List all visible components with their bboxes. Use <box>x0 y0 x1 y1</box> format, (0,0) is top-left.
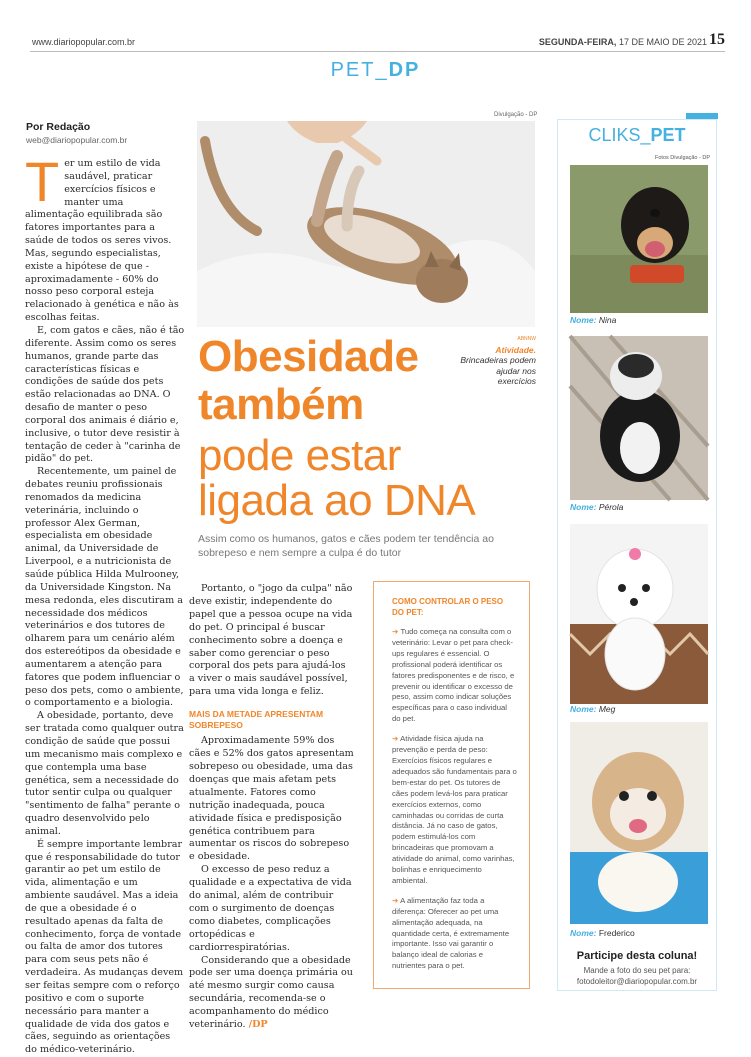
section-title: PET_DP <box>330 59 421 81</box>
tips-box <box>373 581 530 989</box>
paragraph-4: A obesidade, portanto, deve ser tratada como qualquer outra condição de saúde que possui um mecanismo mais complexo e que contempla uma base genética, sem a necessidade do tutor sentir culpa ou qualquer "sentimento de falha" perante o quadro desenvolvido pelo animal. <box>25 710 184 837</box>
drop-cap: T <box>25 150 60 213</box>
photo-caption: ABNNW Atividade. Brincadeiras podem ajudar nos exercícios <box>460 336 536 386</box>
cta-text: Mande a foto do seu pet para: fotodoleitor@diariopopular.com.br <box>557 965 717 987</box>
paragraph-2: E, com gatos e cães, não é tão diferente. Assim como os seres humanos, grande parte das características físicas e condições de saúde dos pets estão relacionadas ao DNA. O desafio de manter o peso corporal dos animais é diário e, inclusive, o tutor deve resistir à tentação de ceder à "carinha de pidão" do pet. <box>25 324 185 465</box>
pet-photo-meg <box>570 524 708 704</box>
tip-2: ➔ Atividade física ajuda na prevenção e perda de peso: Exercícios físicos regulares e adequados são fundamentais para o bem-estar do pet. Os tutores de cães podem levá-los para praticar exercícios externos, como caminhadas ou corridas de curta distância. Já no caso de gatos, podem estimulá-los com brincadeiras que promovam a atividade do animal, como varinhas, bolinhas e enriquecimento ambiental. <box>392 734 517 885</box>
arrow-icon: ➔ <box>392 627 399 636</box>
arrow-icon: ➔ <box>392 734 399 744</box>
author-email: web@diariopopular.com.br <box>26 135 128 145</box>
headline-deck: Assim como os humanos, gatos e cães podem ter tendência ao sobrepeso e nem sempre a culpa é do tutor <box>198 533 494 559</box>
dog-photo-illustration <box>570 336 708 500</box>
page-number: 15 <box>709 31 725 48</box>
arrow-icon: ➔ <box>392 895 399 905</box>
article-column-left <box>25 150 185 1057</box>
signature: /DP <box>248 1019 268 1031</box>
tip-3: ➔ A alimentação faz toda a diferença: Oferecer ao pet uma alimentação adequada, na quantidade certa, é extremamente importante. Isso vai garantir o balanço ideal de calorias e nutrientes para o pet. <box>392 895 510 971</box>
pet-name-perola: Nome: Pérola <box>570 502 624 512</box>
tips-title: COMO CONTROLAR O PESO DO PET: <box>392 597 504 617</box>
cat-photo-illustration <box>197 121 535 327</box>
paragraph-1: Ter um estilo de vida saudável, praticar exercícios físicos e manter uma alimentação equilibrada são fatores importantes para a saúde de todos os seres vivos. Mas, segundo especialistas, existe a hipótese de que - aproximadamente - 60% do nosso peso corporal esteja relacionado à genética e não às escolhas feitas. <box>25 150 179 324</box>
dog-photo-illustration <box>570 524 708 704</box>
cat-photo <box>197 121 535 327</box>
paragraph-9: Considerando que a obesidade pode ser uma doença primária ou até mesmo surgir como causa secundária, recomenda-se o acompanhamento do médico veterinário. /DP <box>189 954 353 1031</box>
paragraph-5: É sempre importante lembrar que é responsabilidade do tutor garantir ao pet um estilo de vida, alimentação e um ambiente saudável. Mas a ideia de que a obesidade é o resultado apenas da falta de conhecimento, força de vontade ou falta de amor dos tutores para com seus pets não é verdadeira. As mudanças devem ser feitas sempre com o reforço positivo e com o suporte necessário para manter a qualidade de vida dos gatos e cães, seguindo as orientações do médico-veterinário. <box>25 838 184 1056</box>
cliks-accent-bar <box>686 113 718 119</box>
pet-photo-perola <box>570 336 708 500</box>
issue-date: SEGUNDA-FEIRA, 17 DE MAIO DE 2021 <box>538 37 707 47</box>
dog-photo-illustration <box>570 165 708 313</box>
tip-1: ➔ Tudo começa na consulta com o veterinário: Levar o pet para check-ups regulares é essencial. O profissional poderá identificar os fatores predisponentes e de risco, e prevenir ou identificar o excesso de peso, assim como indicar soluções específicas para o caso individual do pet. <box>392 627 515 724</box>
site-url: www.diariopopular.com.br <box>32 37 136 47</box>
article-column-middle <box>189 583 354 1032</box>
cta-email: fotodoleitor@diariopopular.com.br <box>576 977 698 986</box>
pet-name-frederico: Nome: Frederico <box>570 928 635 938</box>
headline-light: pode estar ligada ao DNA <box>198 431 476 525</box>
cta-title: Participe desta coluna! <box>576 950 698 962</box>
pet-name-nina: Nome: Nina <box>570 315 617 325</box>
cliks-title: CLIKS_PET <box>588 125 686 145</box>
cliks-credit: Fotos Divulgação - DP <box>655 155 711 161</box>
headline-bold: Obesidade também <box>198 332 419 429</box>
paragraph-6: Portanto, o "jogo da culpa" não deve existir, independente do papel que a pessoa ocupe na vida do pet. O principal é buscar conhecimento sobre a doença e saber como gerenciar o peso corporal dos pets para ajudá-los a viver o mais saudável possível, para uma vida longa e feliz. <box>189 583 353 698</box>
paragraph-8: O excesso de peso reduz a qualidade e a expectativa de vida do animal, além de contribuir com o surgimento de doenças como diabetes, complicações ortopédicas e cardiorrespiratórias. <box>189 864 352 953</box>
pet-name-meg: Nome: Meg <box>570 704 616 714</box>
photo-credit: Divulgação - DP <box>494 112 538 118</box>
subheading: MAIS DA METADE APRESENTAM SOBREPESO <box>189 709 324 731</box>
paragraph-7: Aproximadamente 59% dos cães e 52% dos gatos apresentam sobrepeso ou obesidade, uma das doenças que mais afetam pets atualmente. Fatores como nutrição inadequada, pouca atividade física e predisposição genética contribuem para aumentar os riscos do sobrepeso e obesidade. <box>189 735 354 863</box>
header-rule <box>30 51 725 52</box>
paragraph-3: Recentemente, um painel de debates reuniu profissionais renomados da medicina veterinária, incluindo o professor Alex German, especialista em obesidade animal, da Universidade de Liverpool, e a nutricionista de saúde pública Hilda Mulrooney, da Universidade Kingston. Na mesa redonda, eles discutiram a necessidade dos médicos veterinários e dos tutores de olharem para um cenário além dos estereótipos da obesidade e aumentarem a atenção para fatores que podem influenciar o peso dos pets, como o ambiente, o comportamento e a biologia. <box>25 466 184 709</box>
byline: Por Redação <box>26 121 91 133</box>
pet-photo-frederico <box>570 722 708 924</box>
pet-photo-nina <box>570 165 708 313</box>
dog-photo-illustration <box>570 722 708 924</box>
